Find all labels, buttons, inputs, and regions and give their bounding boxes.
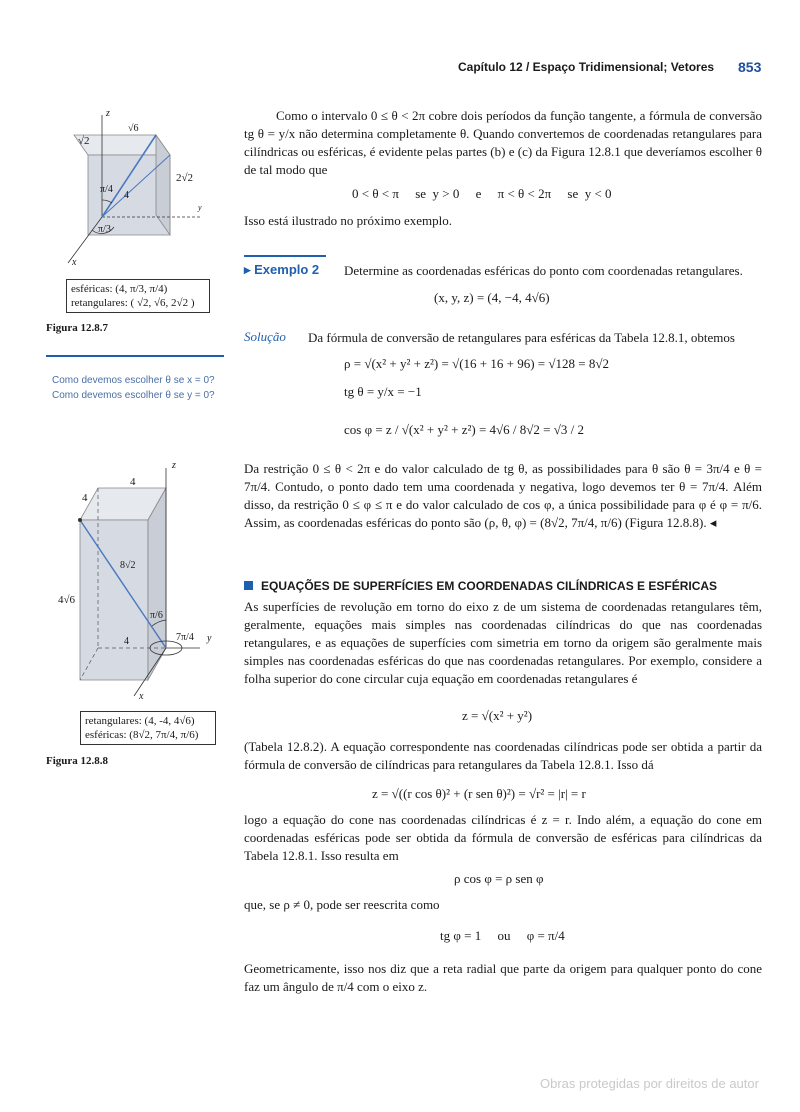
- example-2-label: ▸ Exemplo 2: [244, 262, 320, 277]
- equation-rho: ρ = √(x² + y² + z²) = √(16 + 16 + 96) = √128 = 8√2: [344, 356, 609, 371]
- fig1-box-line1: esféricas: (4, π/3, π/4): [71, 283, 168, 295]
- fig2-label-4-top: 4: [130, 476, 136, 488]
- equation-cylindrical: z = √((r cos θ)² + (r sen θ)²) = √r² = |r| = r: [372, 786, 586, 801]
- fig2-box-line2: esféricas: (8√2, 7π/4, π/6): [85, 729, 199, 741]
- fig1-label-2sqrt2: 2√2: [176, 172, 194, 184]
- equation-theta-range: 0 < θ < π se y > 0 e π < θ < 2π se y < 0: [352, 186, 612, 201]
- margin-questions: [52, 373, 228, 403]
- fig2-axis-x: x: [139, 691, 144, 702]
- fig2-label-4-left: 4: [82, 492, 88, 504]
- fig2-label-pi6: π/6: [150, 610, 163, 621]
- example-2-text: Determine as coordenadas esféricas do ponto com coordenadas retangulares.: [344, 263, 743, 278]
- paragraph-illustrated: Isso está ilustrado no próximo exemplo.: [244, 213, 452, 228]
- paragraph-rewrite: que, se ρ ≠ 0, pode ser reescrita como: [244, 897, 440, 912]
- fig2-coordinates-box: [80, 711, 216, 745]
- section-title: [244, 579, 717, 593]
- section-square-icon: [244, 581, 253, 590]
- paragraph-cone-spherical: logo a equação do cone nas coordenadas cilíndricas é z = r. Indo além, a equação do cone em coordenadas esféricas pode ser obtida da fórmula de conversão de esféricas para cilíndricas da Tabela 12.8.1. Isso resulta em: [244, 812, 762, 863]
- section-title-text: EQUAÇÕES DE SUPERFÍCIES EM COORDENADAS CILÍNDRICAS E ESFÉRICAS: [261, 579, 718, 593]
- paragraph-table: (Tabela 12.8.2). A equação correspondente nas coordenadas cilíndricas pode ser obtida a partir da fórmula de conversão de cilíndricas para retangulares da Tabela 12.8.1. Isso dá: [244, 739, 762, 772]
- fig1-label-sqrt2: √2: [78, 135, 90, 147]
- fig1-box-line2: retangulares: ( √2, √6, 2√2 ): [71, 297, 195, 309]
- fig1-label-sqrt6: √6: [128, 123, 139, 134]
- equation-final: tg φ = 1 ou φ = π/4: [440, 928, 565, 943]
- fig2-label-8sqrt2: 8√2: [120, 560, 136, 571]
- fig2-label-4-bottom: 4: [124, 636, 129, 647]
- margin-question-2: Como devemos escolher θ se y = 0?: [52, 390, 215, 401]
- margin-rule: [46, 355, 224, 357]
- fig1-label-pi3: π/3: [98, 224, 111, 235]
- fig1-label-4: 4: [124, 190, 129, 201]
- fig2-box-line1: retangulares: (4, -4, 4√6): [85, 715, 195, 727]
- equation-cos-phi: cos φ = z / √(x² + y² + z²) = 4√6 / 8√2 = √3 / 2: [344, 422, 585, 437]
- figure-12-8-8-caption: Figura 12.8.8: [46, 755, 109, 767]
- paragraph-intro: Como o intervalo 0 ≤ θ < 2π cobre dois períodos da função tangente, a fórmula de conversão tg θ = y/x não determina completamente θ. Quando convertemos de coordenadas retangulares para cilíndricas ou esféricas, é evidente pelas partes (b) e (c) da Figura 12.8.1 que deveríamos escolher θ de tal modo que: [244, 108, 762, 177]
- paragraph-geometric: Geometricamente, isso nos diz que a reta radial que parte da origem para qualquer ponto do cone faz um ângulo de π/4 com o eixo z.: [244, 961, 762, 994]
- figure-12-8-7-diagram: [50, 105, 230, 275]
- fig2-label-4sqrt6: 4√6: [58, 594, 76, 606]
- fig1-axis-y: y: [198, 203, 202, 212]
- solution-text: Da fórmula de conversão de retangulares para esféricas da Tabela 12.8.1, obtemos: [308, 330, 735, 345]
- equation-spherical: ρ cos φ = ρ sen φ: [454, 871, 544, 886]
- example-rule: [244, 255, 326, 257]
- equation-cone: z = √(x² + y²): [462, 708, 533, 723]
- fig1-axis-z: z: [106, 108, 110, 119]
- equation-tg-theta: tg θ = y/x = −1: [344, 384, 422, 399]
- figure-12-8-8-diagram: [50, 460, 230, 705]
- paragraph-restriction: Da restrição 0 ≤ θ < 2π e do valor calculado de tg θ, as possibilidades para θ são θ = 3π/4 e θ = 7π/4. Contudo, o ponto dado tem uma coordenada y negativa, logo devemos ter θ = 7π/4. Além disso, da restrição 0 ≤ φ ≤ π e do valor calculado de cos φ, a única possibilidade para φ é φ = π/6. Assim, as coordenadas esféricas do ponto são (ρ, θ, φ) = (8√2, 7π/4, π/6) (Figura 12.8.8). ◂: [244, 461, 762, 530]
- fig1-coordinates-box: [66, 279, 210, 313]
- solution-label: Solução: [244, 329, 286, 344]
- fig1-label-pi4: π/4: [100, 184, 113, 195]
- fig1-axis-x: x: [72, 257, 77, 268]
- fig2-label-7pi4: 7π/4: [176, 632, 194, 643]
- margin-question-1: Como devemos escolher θ se x = 0?: [52, 375, 215, 386]
- paragraph-surfaces: As superfícies de revolução em torno do eixo z de um sistema de coordenadas retangulares têm, geralmente, equações mais simples nas coordenadas cilíndricas do que nas coordenadas retangulares, e as equações de superfícies com simetria em torno da origem são geralmente mais simples nas coordenadas esféricas do que nas coordenadas retangulares. Por exemplo, considere a folha superior do cone circular cuja equação em coordenadas retangulares é: [244, 599, 762, 686]
- figure-12-8-7-caption: Figura 12.8.7: [46, 322, 109, 334]
- equation-point: (x, y, z) = (4, −4, 4√6): [434, 290, 550, 305]
- fig2-axis-y: y: [207, 633, 212, 644]
- page-number: 853: [738, 59, 762, 75]
- running-header: Capítulo 12 / Espaço Tridimensional; Vetores: [458, 60, 715, 74]
- watermark: Obras protegidas por direitos de autor: [540, 1076, 759, 1091]
- fig2-axis-z: z: [172, 460, 176, 471]
